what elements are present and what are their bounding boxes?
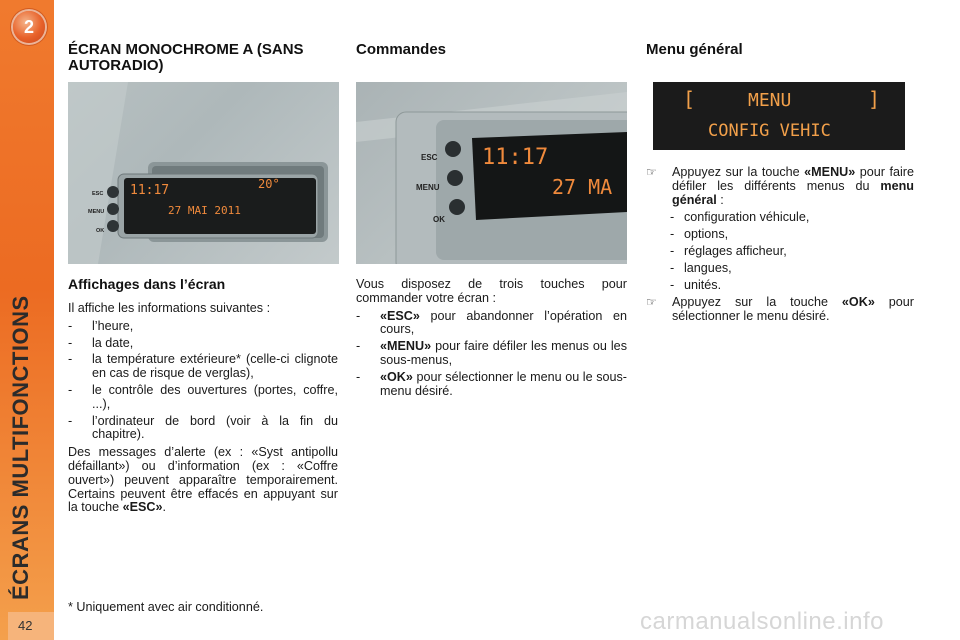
pointing-hand-icon: ☞ xyxy=(646,165,657,179)
esc-button-label: ESC xyxy=(421,153,438,162)
display-date: 27 MAI 2011 xyxy=(168,204,241,217)
menu-button-label: MENU xyxy=(416,183,440,192)
footnote: * Uniquement avec air conditionné. xyxy=(68,600,264,614)
list-item: - unités. xyxy=(670,277,722,292)
ok-button-label: OK xyxy=(433,215,445,224)
menu-display-title: MENU xyxy=(748,90,792,111)
controls-list xyxy=(356,310,627,399)
chapter-number-badge: 2 xyxy=(13,11,45,43)
display-info-list xyxy=(68,320,338,442)
display-date: 27 MA xyxy=(552,175,613,199)
section-title-monochrome-screen: ÉCRAN MONOCHROME A (SANS AUTORADIO) xyxy=(68,41,304,74)
subsection-title-display-info: Affichages dans l’écran xyxy=(68,276,226,292)
display-info-intro: Il affiche les informations suivantes : xyxy=(68,301,271,315)
controls-intro: Vous disposez de trois touches pour commander votre écran : xyxy=(356,277,627,305)
display-time: 11:17 xyxy=(130,183,170,198)
ok-button-label: OK xyxy=(96,228,105,234)
section-title-controls: Commandes xyxy=(356,41,447,58)
controls-closeup-illustration xyxy=(356,82,627,264)
list-item: - configuration véhicule, xyxy=(670,210,810,225)
section-title-general-menu: Menu général xyxy=(646,41,743,58)
list-item: - le contrôle des ouvertures (portes, coffre, ...), xyxy=(68,382,338,411)
general-menu-step-2: ☞ Appuyez sur la touche «OK» pour sélectionner le menu désiré. xyxy=(646,295,914,324)
general-menu-text xyxy=(646,166,914,328)
display-temperature: 20° xyxy=(258,177,280,191)
display-info-text xyxy=(68,302,338,519)
list-item: - la température extérieure* (celle-ci clignote en cas de risque de verglas), xyxy=(68,352,338,381)
list-item: - langues, xyxy=(670,260,732,275)
menu-button-label: MENU xyxy=(88,209,105,215)
menu-display-left-bracket: [ xyxy=(683,87,696,111)
alert-messages-paragraph: Des messages d’alerte (ex : «Syst antipollu défaillant») ou d’information (ex : «Coffre ouvert») peuvent apparaître temporairement. Certains peuvent être effacés en appuyant sur la touche «ESC». xyxy=(68,445,338,515)
list-item: - «OK» pour sélectionner le menu ou le sous-menu désiré. xyxy=(356,369,627,398)
display-time: 11:17 xyxy=(482,145,549,170)
menu-display-item: CONFIG VEHIC xyxy=(708,121,831,141)
controls-text xyxy=(356,278,627,402)
list-item: - l’ordinateur de bord (voir à la fin du chapitre). xyxy=(68,413,338,442)
esc-button-label: ESC xyxy=(92,191,104,197)
watermark: carmanualsonline.info xyxy=(640,608,884,635)
menu-display-right-bracket: ] xyxy=(868,87,881,111)
menu-display-photo xyxy=(653,82,905,150)
general-menu-step-1: ☞ Appuyez sur la touche «MENU» pour faire défiler les différents menus du menu général : xyxy=(646,165,914,207)
dashboard-screen-illustration xyxy=(68,82,339,264)
list-item: - l’heure, xyxy=(68,318,134,333)
list-item: - «MENU» pour faire défiler les menus ou les sous-menus, xyxy=(356,339,627,367)
chapter-title: ÉCRANS MULTIFONCTIONS xyxy=(8,295,33,600)
list-item: - «ESC» pour abandonner l’opération en cours, xyxy=(356,308,627,337)
menu-display-illustration xyxy=(653,82,905,150)
list-item: - options, xyxy=(670,227,729,242)
list-item: - la date, xyxy=(68,335,134,350)
chapter-sidebar xyxy=(0,0,54,640)
controls-closeup-photo xyxy=(356,82,627,264)
general-menu-list xyxy=(646,211,914,292)
dashboard-screen-photo xyxy=(68,82,339,264)
pointing-hand-icon: ☞ xyxy=(646,295,657,310)
list-item: - réglages afficheur, xyxy=(670,243,787,258)
page-number: 42 xyxy=(8,612,54,640)
